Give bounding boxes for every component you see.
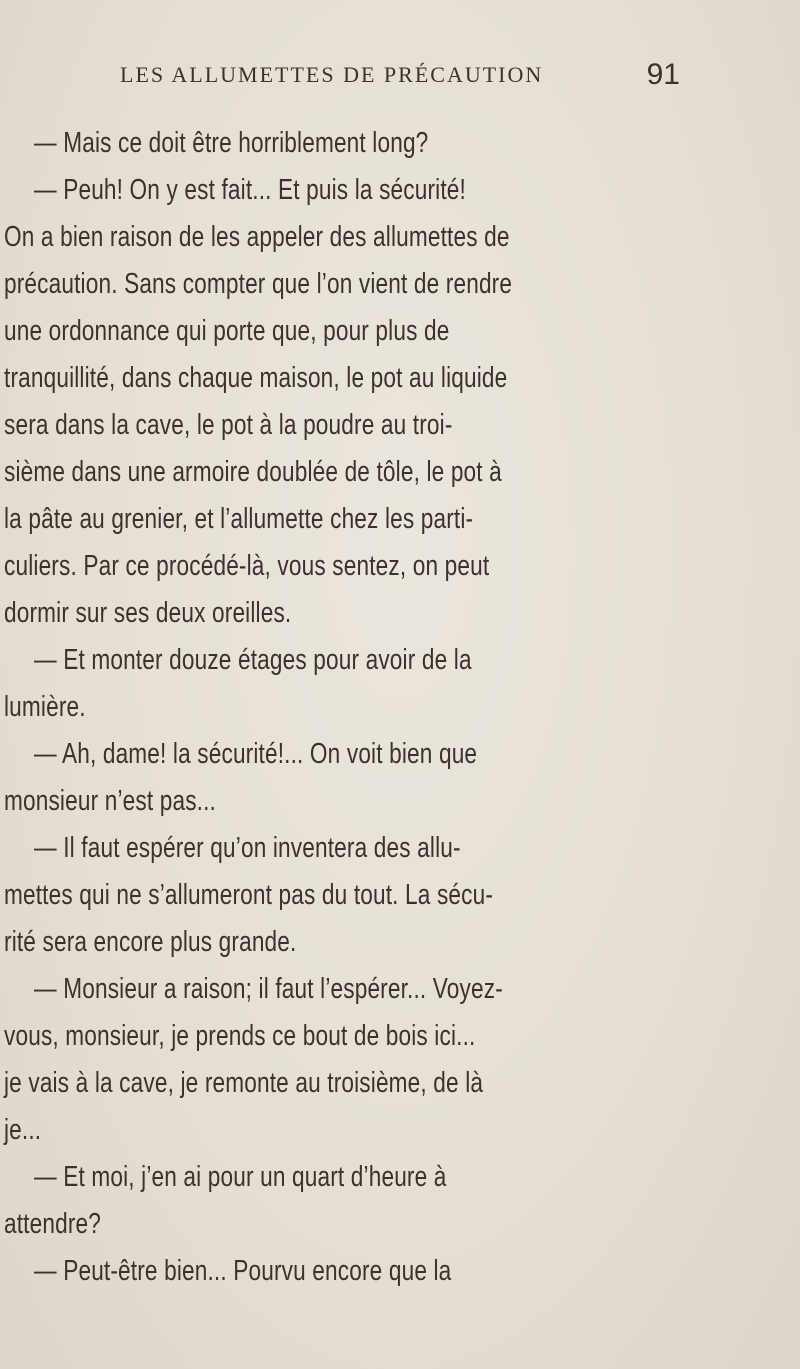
text-line: — Et moi, j’en ai pour un quart d’heure à xyxy=(34,1161,447,1193)
text-line: — Monsieur a raison; il faut l’espérer... Voyez- xyxy=(34,973,503,1005)
text-line: — Ah, dame! la sécurité!... On voit bien que xyxy=(34,738,478,770)
text-line: précaution. Sans compter que l’on vient de rendre xyxy=(4,268,513,300)
text-line: — Il faut espérer qu’on inventera des allu- xyxy=(34,832,461,864)
page-header xyxy=(120,58,680,102)
text-line: la pâte au grenier, et l’allumette chez les parti- xyxy=(4,503,474,535)
text-line: mettes qui ne s’allumeront pas du tout. La sécu- xyxy=(4,879,494,911)
text-line: — Mais ce doit être horriblement long? xyxy=(34,127,429,159)
text-line: culiers. Par ce procédé-là, vous sentez, on peut xyxy=(4,550,490,582)
text-line: — Peut-être bien... Pourvu encore que la xyxy=(34,1255,452,1287)
page-number: 91 xyxy=(646,58,680,91)
text-line: lumière. xyxy=(4,691,86,723)
running-title: LES ALLUMETTES DE PRÉCAUTION xyxy=(120,62,544,87)
text-line: rité sera encore plus grande. xyxy=(4,926,297,958)
text-line: je... xyxy=(4,1114,42,1146)
text-line: monsieur n’est pas... xyxy=(4,785,216,817)
text-line: — Peuh! On y est fait... Et puis la sécurité! xyxy=(34,174,466,206)
text-line: je vais à la cave, je remonte au troisième, de là xyxy=(4,1067,484,1099)
text-line: vous, monsieur, je prends ce bout de bois ici... xyxy=(4,1020,476,1052)
text-line: On a bien raison de les appeler des allumettes de xyxy=(4,221,510,253)
text-line: attendre? xyxy=(4,1208,101,1240)
text-line: tranquillité, dans chaque maison, le pot au liquide xyxy=(4,362,508,394)
text-line: dormir sur ses deux oreilles. xyxy=(4,597,292,629)
text-line: — Et monter douze étages pour avoir de la xyxy=(34,644,472,676)
text-line: une ordonnance qui porte que, pour plus de xyxy=(4,315,450,347)
text-line: sième dans une armoire doublée de tôle, le pot à xyxy=(4,456,502,488)
text-line: sera dans la cave, le pot à la poudre au troi- xyxy=(4,409,453,441)
